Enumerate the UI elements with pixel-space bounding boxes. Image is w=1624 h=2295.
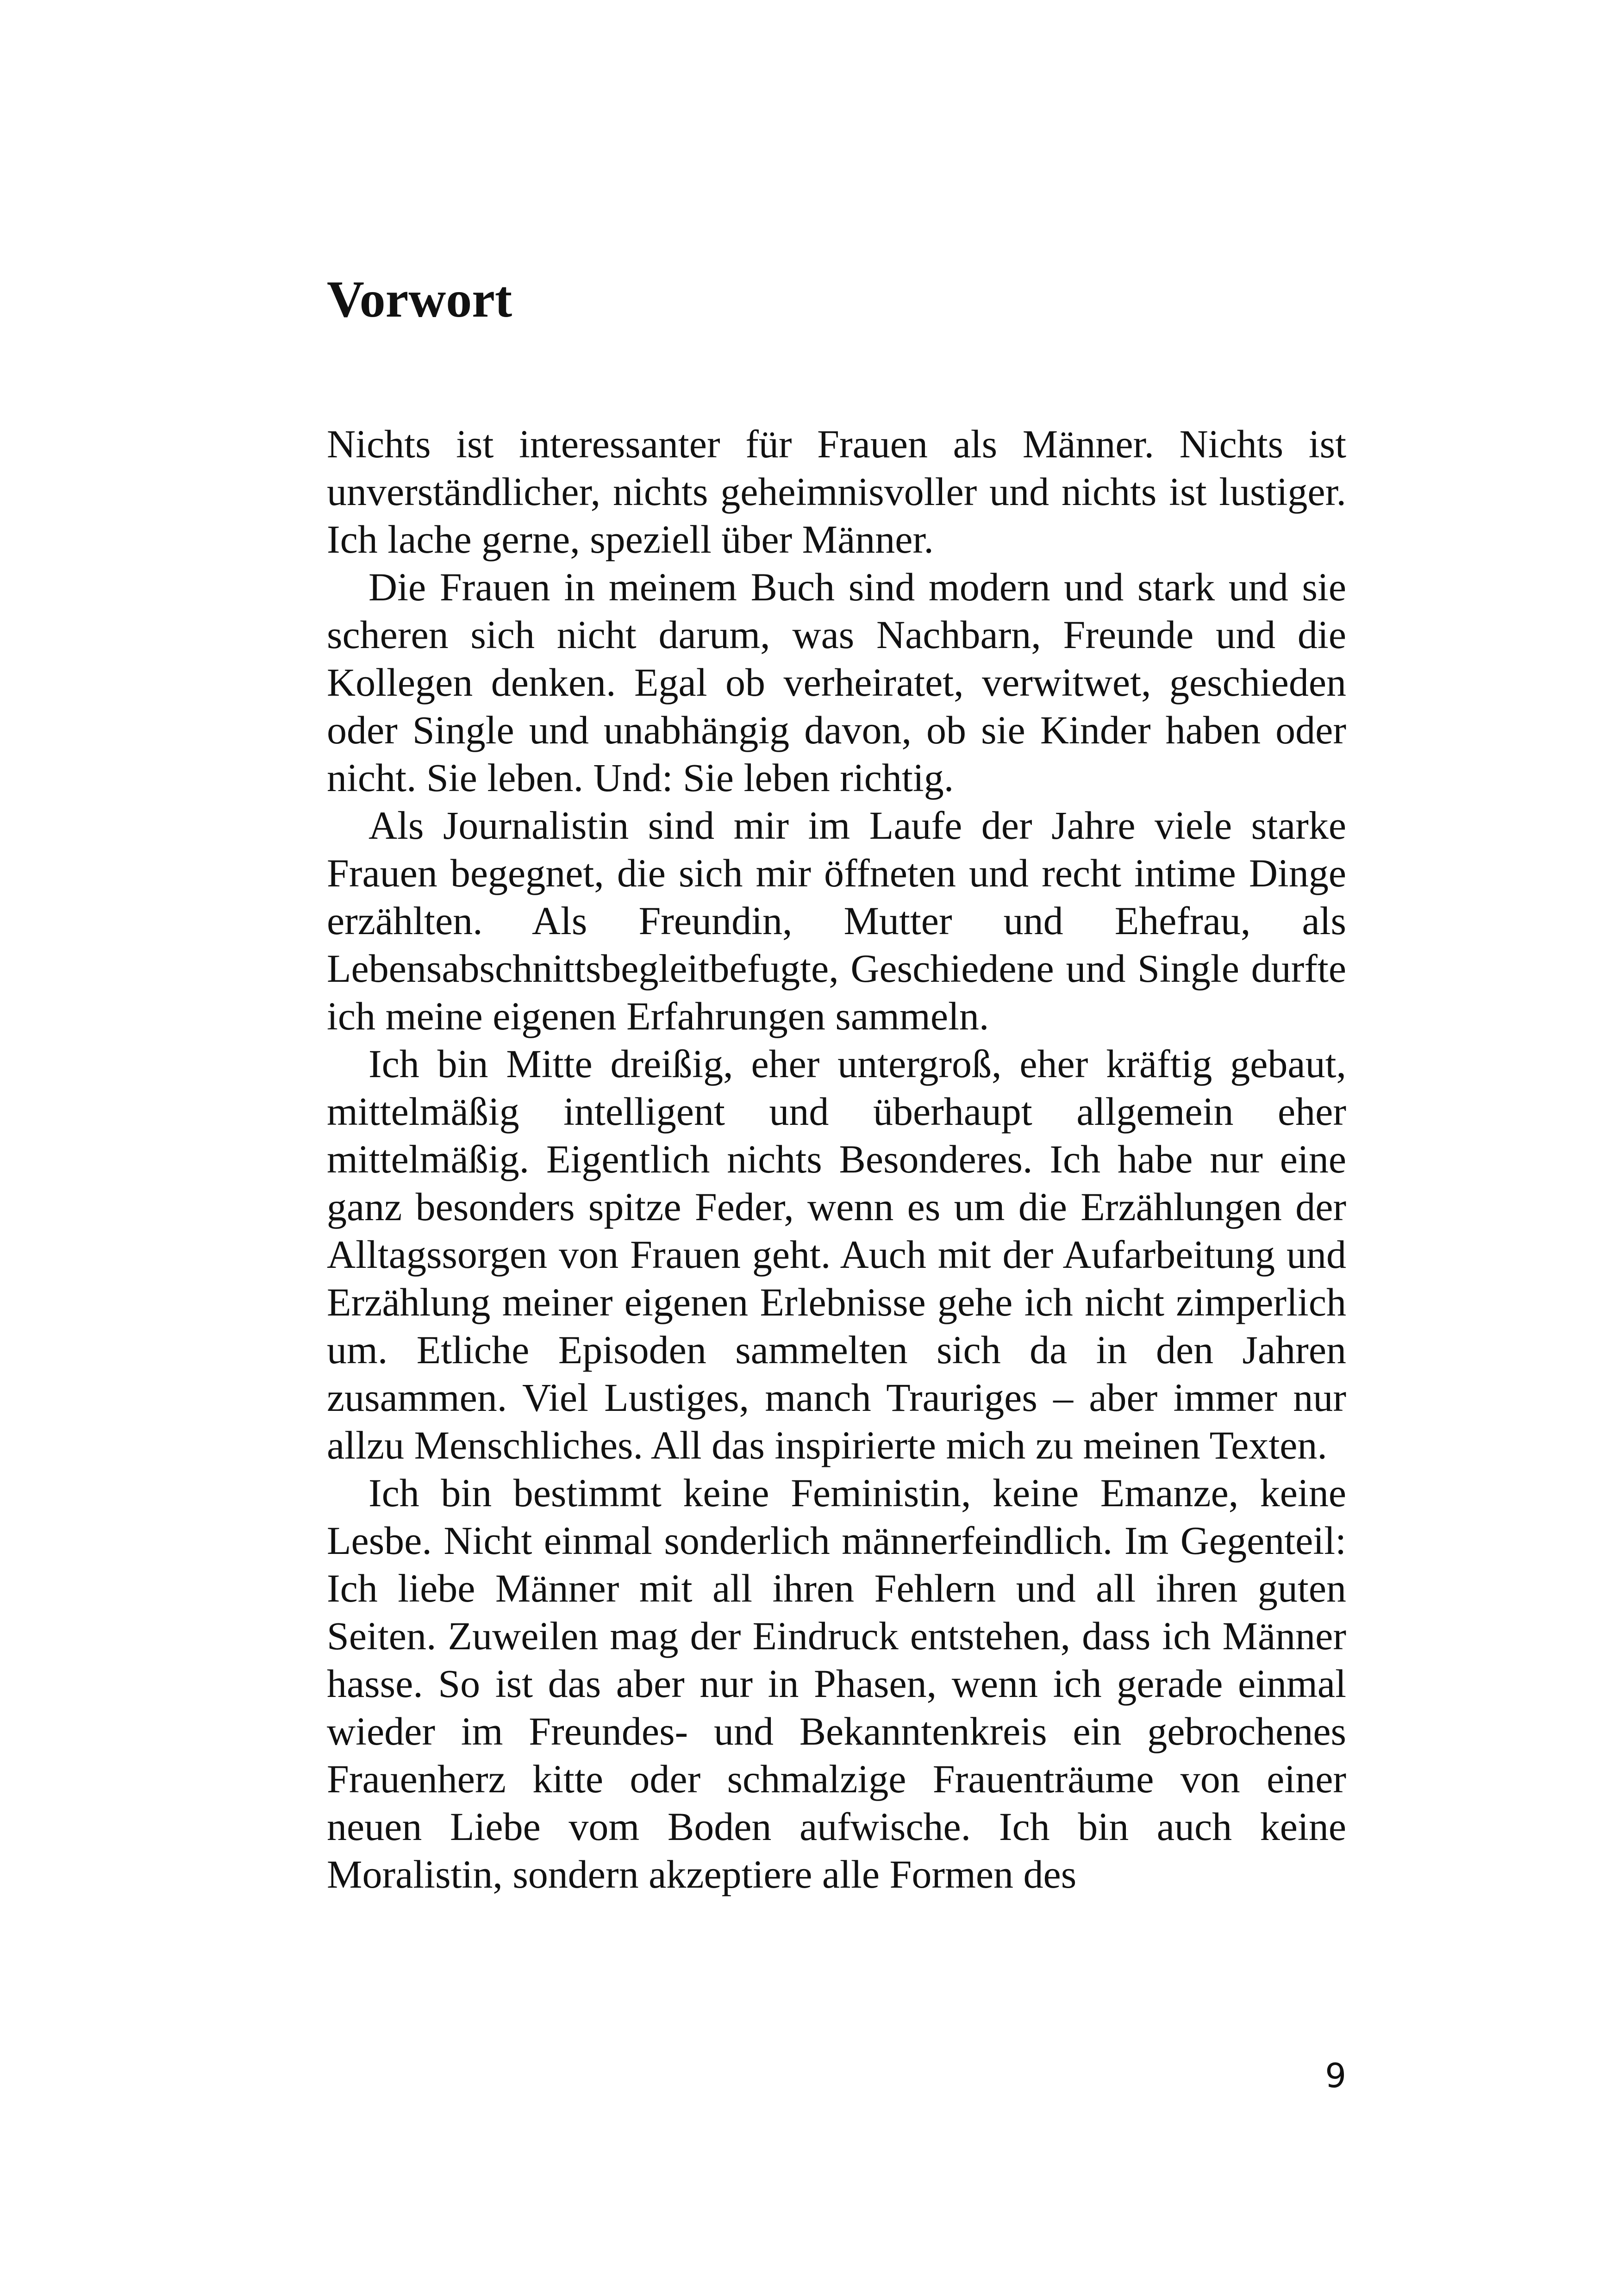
paragraph: Die Frauen in meinem Buch sind modern und stark und sie scheren sich nicht darum, was Nachbarn, Freunde und die Kollegen denken. Egal ob verheiratet, verwitwet, geschieden oder Single und unabhängig davon, ob sie Kinder haben oder nicht. Sie leben. Und: Sie leben richtig. <box>327 565 1346 800</box>
page-number: 9 <box>1325 2056 1346 2095</box>
body-text <box>327 420 1346 1898</box>
paragraph: Nichts ist interessanter für Frauen als Männer. Nichts ist unverständlicher, nichts geheimnisvoller und nichts ist lustiger. Ich lache gerne, speziell über Männer. <box>327 422 1346 561</box>
paragraph: Ich bin bestimmt keine Feministin, keine Emanze, keine Lesbe. Nicht einmal sonderlich männerfeindlich. Im Gegenteil: Ich liebe Männer mit all ihren Fehlern und all ihren guten Seiten. Zuweilen mag der Eindruck entstehen, dass ich Männer hasse. So ist das aber nur in Phasen, wenn ich gerade einmal wieder im Freundes- und Bekanntenkreis ein gebrochenes Frauenherz kitte oder schmalzige Frauenträume von einer neuen Liebe vom Boden aufwische. Ich bin auch keine Moralistin, sondern akzeptiere alle Formen des <box>327 1471 1346 1896</box>
chapter-heading: Vorwort <box>327 271 512 328</box>
paragraph: Als Journalistin sind mir im Laufe der Jahre viele starke Frauen begegnet, die sich mir öffneten und recht intime Dinge erzählten. Als Freundin, Mutter und Ehefrau, als Lebensabschnittsbegleitbefugte, Geschiedene und Single durfte ich meine eigenen Erfahrungen sammeln. <box>327 803 1346 1038</box>
paragraph: Ich bin Mitte dreißig, eher untergroß, eher kräftig gebaut, mittelmäßig intelligent und überhaupt allgemein eher mittelmäßig. Eigentlich nichts Besonderes. Ich habe nur eine ganz besonders spitze Feder, wenn es um die Erzählungen der Alltagssorgen von Frauen geht. Auch mit der Aufarbeitung und Erzählung meiner eigenen Erlebnisse gehe ich nicht zimperlich um. Etliche Episoden sammelten sich da in den Jahren zusammen. Viel Lustiges, manch Trauriges – aber immer nur allzu Menschliches. All das inspirierte mich zu meinen Texten. <box>327 1041 1346 1467</box>
